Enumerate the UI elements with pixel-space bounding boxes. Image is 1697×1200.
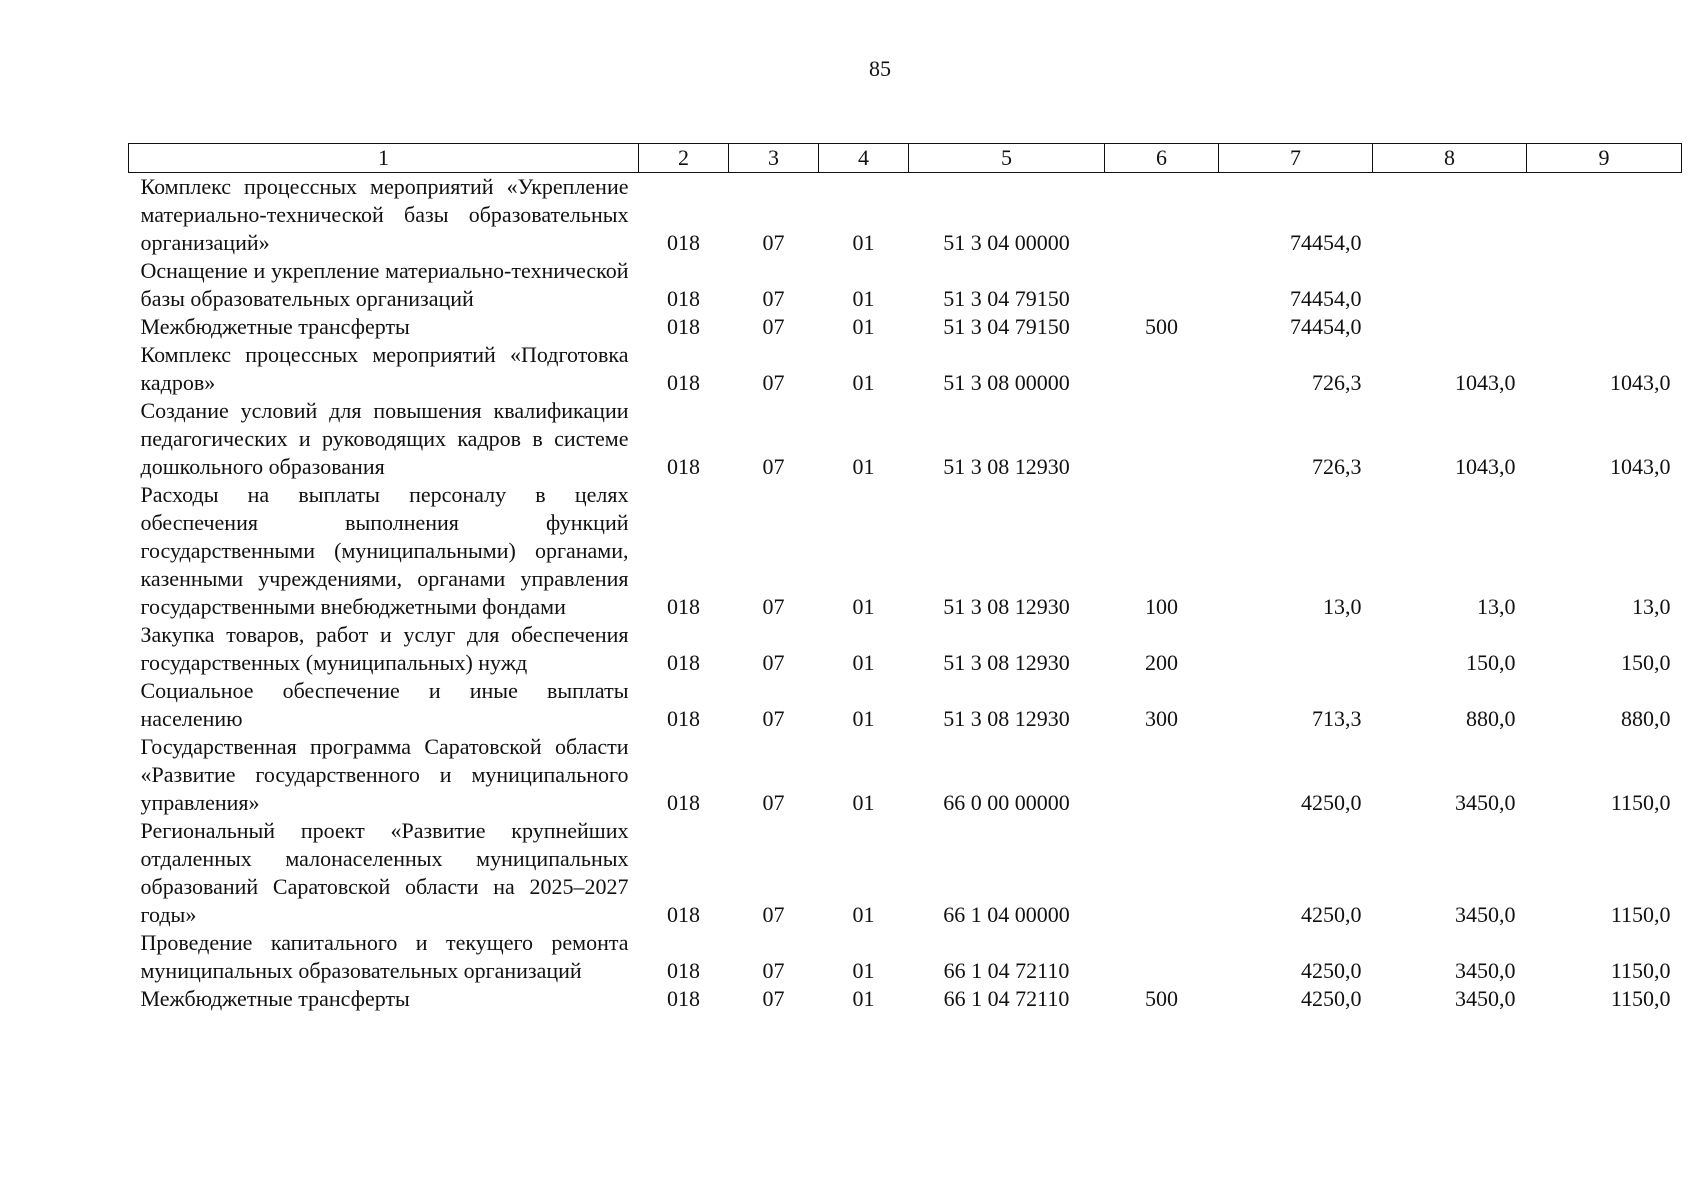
cell-col6 [1105, 397, 1219, 481]
cell-col9: 1043,0 [1610, 454, 1671, 479]
cell-col4: 01 [852, 286, 875, 311]
cell-col8: 3450,0 [1455, 958, 1516, 983]
table-row [129, 985, 1682, 1013]
row-name: Социальное обеспечение и иные выплаты населению [140, 678, 629, 731]
cell-col5: 51 3 04 79150 [943, 286, 1070, 311]
cell-col9 [1527, 173, 1682, 258]
row-name: Межбюджетные трансферты [140, 986, 410, 1011]
cell-col5: 51 3 08 12930 [943, 706, 1070, 731]
cell-col4: 01 [852, 454, 875, 479]
cell-col3: 07 [762, 454, 785, 479]
row-name: Комплекс процессных мероприятий «Подготовка кадров» [140, 342, 629, 395]
cell-col6: 100 [1145, 594, 1178, 619]
cell-col7: 4250,0 [1301, 790, 1362, 815]
cell-col9 [1527, 313, 1682, 341]
table-row [129, 481, 1682, 621]
cell-col4: 01 [852, 790, 875, 815]
cell-col8: 13,0 [1477, 594, 1516, 619]
row-name: Межбюджетные трансферты [140, 314, 410, 339]
row-name: Проведение капитального и текущего ремонта муниципальных образовательных организаций [140, 930, 629, 983]
cell-col7: 726,3 [1312, 370, 1362, 395]
cell-col7: 74454,0 [1290, 286, 1362, 311]
cell-col6 [1105, 733, 1219, 817]
cell-col2: 018 [667, 594, 700, 619]
cell-col2: 018 [667, 706, 700, 731]
table-row [129, 929, 1682, 985]
cell-col3: 07 [762, 594, 785, 619]
cell-col3: 07 [762, 986, 785, 1011]
row-name: Комплекс процессных мероприятий «Укрепление материально-технической базы образовательных организаций» [140, 174, 629, 255]
page-number: 85 [869, 56, 891, 81]
column-header-3: 3 [729, 144, 819, 173]
cell-col8: 1043,0 [1455, 370, 1516, 395]
cell-col3: 07 [762, 958, 785, 983]
cell-col6: 200 [1145, 650, 1178, 675]
column-header-9: 9 [1527, 144, 1682, 173]
column-header-6: 6 [1105, 144, 1219, 173]
cell-col3: 07 [762, 370, 785, 395]
cell-col8: 3450,0 [1455, 790, 1516, 815]
cell-col2: 018 [667, 230, 700, 255]
cell-col9: 1150,0 [1610, 958, 1671, 983]
cell-col2: 018 [667, 958, 700, 983]
column-header-5: 5 [909, 144, 1105, 173]
column-header-8: 8 [1373, 144, 1527, 173]
cell-col5: 51 3 08 00000 [943, 370, 1070, 395]
cell-col5: 51 3 04 79150 [943, 314, 1070, 339]
cell-col2: 018 [667, 790, 700, 815]
column-header-2: 2 [639, 144, 729, 173]
cell-col2: 018 [667, 286, 700, 311]
cell-col7: 4250,0 [1301, 986, 1362, 1011]
cell-col7: 74454,0 [1290, 314, 1362, 339]
cell-col2: 018 [667, 650, 700, 675]
cell-col4: 01 [852, 986, 875, 1011]
cell-col9 [1527, 257, 1682, 313]
cell-col3: 07 [762, 314, 785, 339]
cell-col7: 4250,0 [1301, 902, 1362, 927]
cell-col7 [1219, 621, 1373, 677]
table-row [129, 621, 1682, 677]
cell-col8: 880,0 [1466, 706, 1516, 731]
column-header-1: 1 [129, 144, 639, 173]
table-row [129, 397, 1682, 481]
cell-col6 [1105, 257, 1219, 313]
cell-col4: 01 [852, 314, 875, 339]
row-name: Оснащение и укрепление материально-технической базы образовательных организаций [140, 258, 629, 311]
cell-col5: 66 1 04 00000 [943, 902, 1070, 927]
cell-col2: 018 [667, 314, 700, 339]
cell-col8: 150,0 [1466, 650, 1516, 675]
cell-col5: 51 3 08 12930 [943, 454, 1070, 479]
cell-col7: 713,3 [1312, 706, 1362, 731]
cell-col3: 07 [762, 902, 785, 927]
cell-col3: 07 [762, 230, 785, 255]
cell-col7: 13,0 [1323, 594, 1362, 619]
table-row [129, 341, 1682, 397]
cell-col3: 07 [762, 286, 785, 311]
row-name: Государственная программа Саратовской области «Развитие государственного и муниципального управления» [140, 734, 629, 815]
table-row [129, 677, 1682, 733]
cell-col8 [1373, 257, 1527, 313]
cell-col6 [1105, 817, 1219, 929]
cell-col7: 74454,0 [1290, 230, 1362, 255]
cell-col2: 018 [667, 902, 700, 927]
cell-col2: 018 [667, 454, 700, 479]
table-row [129, 257, 1682, 313]
cell-col9: 150,0 [1621, 650, 1671, 675]
cell-col4: 01 [852, 370, 875, 395]
cell-col4: 01 [852, 958, 875, 983]
cell-col4: 01 [852, 230, 875, 255]
cell-col2: 018 [667, 986, 700, 1011]
table-row [129, 173, 1682, 258]
cell-col4: 01 [852, 594, 875, 619]
cell-col9: 880,0 [1621, 706, 1671, 731]
cell-col4: 01 [852, 650, 875, 675]
cell-col6 [1105, 341, 1219, 397]
row-name: Расходы на выплаты персоналу в целях обеспечения выполнения функций государственными (муниципальными) органами, казенными учреждениями, органами управления государственными внебюджетными фондами [140, 482, 629, 619]
cell-col8 [1373, 173, 1527, 258]
cell-col9: 1043,0 [1610, 370, 1671, 395]
cell-col9: 1150,0 [1610, 790, 1671, 815]
cell-col4: 01 [852, 902, 875, 927]
cell-col9: 1150,0 [1610, 902, 1671, 927]
cell-col6 [1105, 173, 1219, 258]
cell-col3: 07 [762, 790, 785, 815]
cell-col5: 66 1 04 72110 [943, 958, 1070, 983]
cell-col5: 51 3 08 12930 [943, 594, 1070, 619]
cell-col5: 51 3 04 00000 [943, 230, 1070, 255]
cell-col6: 300 [1145, 706, 1178, 731]
cell-col8: 3450,0 [1455, 986, 1516, 1011]
cell-col6 [1105, 929, 1219, 985]
column-header-4: 4 [819, 144, 909, 173]
cell-col8 [1373, 313, 1527, 341]
cell-col4: 01 [852, 706, 875, 731]
cell-col3: 07 [762, 650, 785, 675]
cell-col6: 500 [1145, 986, 1178, 1011]
header-row [129, 144, 1682, 173]
row-name: Региональный проект «Развитие крупнейших отдаленных малонаселенных муниципальных образований Саратовской области на 2025–2027 годы» [140, 818, 629, 927]
table-row [129, 313, 1682, 341]
cell-col6: 500 [1145, 314, 1178, 339]
cell-col5: 51 3 08 12930 [943, 650, 1070, 675]
cell-col9: 13,0 [1632, 594, 1671, 619]
cell-col5: 66 1 04 72110 [943, 986, 1070, 1011]
table-row [129, 817, 1682, 929]
cell-col9: 1150,0 [1610, 986, 1671, 1011]
cell-col5: 66 0 00 00000 [943, 790, 1070, 815]
cell-col8: 3450,0 [1455, 902, 1516, 927]
row-name: Создание условий для повышения квалификации педагогических и руководящих кадров в системе дошкольного образования [140, 398, 629, 479]
column-header-7: 7 [1219, 144, 1373, 173]
table-row [129, 733, 1682, 817]
budget-table [128, 143, 1682, 1013]
cell-col7: 4250,0 [1301, 958, 1362, 983]
cell-col7: 726,3 [1312, 454, 1362, 479]
cell-col8: 1043,0 [1455, 454, 1516, 479]
cell-col3: 07 [762, 706, 785, 731]
row-name: Закупка товаров, работ и услуг для обеспечения государственных (муниципальных) нужд [140, 622, 629, 675]
cell-col2: 018 [667, 370, 700, 395]
